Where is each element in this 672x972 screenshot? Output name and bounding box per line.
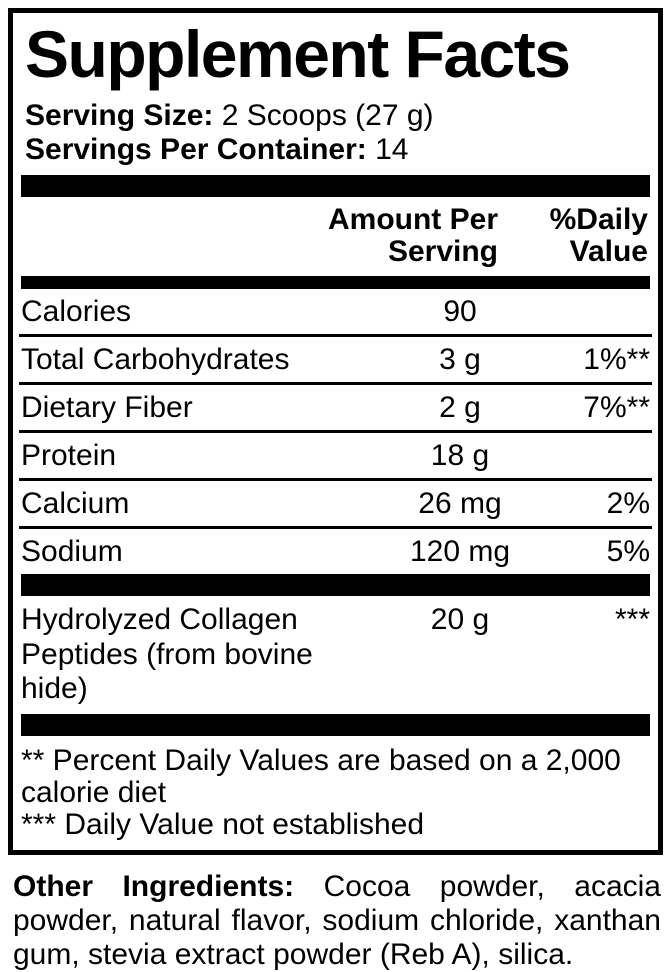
nutrient-amount: 3 g	[439, 343, 481, 377]
divider-bar-top	[21, 175, 650, 197]
nutrient-daily-value: 7%**	[583, 391, 650, 425]
nutrient-row-sodium	[19, 529, 652, 574]
nutrient-daily-value: ***	[614, 603, 650, 637]
amount-per-serving-header	[19, 204, 508, 267]
panel-title: Supplement Facts	[25, 17, 570, 91]
serving-size-value: 2 Scoops (27 g)	[213, 99, 434, 132]
nutrient-amount: 18 g	[430, 439, 490, 473]
nutrient-amount: 120 mg	[409, 535, 511, 569]
servings-per-container-label: Servings Per Container:	[25, 132, 367, 166]
supplement-label-page	[0, 8, 672, 972]
collagen-name-line2: Peptides (from bovine hide)	[21, 637, 313, 706]
nutrient-row-calories	[19, 289, 652, 337]
divider-bar-above-collagen	[21, 574, 650, 596]
footnote-daily-value-not-established: *** Daily Value not established	[21, 808, 425, 842]
nutrient-amount: 26 mg	[418, 487, 502, 521]
collagen-name-line1: Hydrolyzed Collagen	[21, 603, 298, 637]
other-ingredients-text: Cocoa powder, acacia powder, natural flavor, sodium chloride, xanthan gum, stevia extract powder (Reb A), silica.	[13, 869, 661, 971]
amount-header-line2: Serving	[387, 234, 498, 268]
serving-size-line	[25, 99, 646, 133]
other-ingredients-label: Other Ingredients:	[13, 869, 295, 903]
footnote-percent-daily-values: ** Percent Daily Values are based on a 2,000 calorie diet	[21, 743, 621, 810]
column-headers-row	[19, 197, 652, 276]
divider-bar-above-footnotes	[21, 714, 650, 736]
supplement-facts-panel	[8, 8, 663, 855]
amount-header-line1: Amount Per	[327, 203, 498, 237]
servings-per-container-line	[25, 133, 646, 167]
nutrient-name: Sodium	[21, 535, 123, 569]
nutrient-name: Calcium	[21, 487, 130, 521]
nutrient-row-hydrolyzed-collagen	[19, 596, 652, 714]
nutrient-name	[21, 603, 375, 707]
dv-header-line1: %Daily	[549, 203, 648, 237]
servings-per-container-value: 14	[366, 132, 409, 166]
nutrient-name: Protein	[21, 439, 117, 473]
nutrient-amount: 90	[443, 295, 477, 329]
dv-header-line2: Value	[569, 234, 648, 268]
nutrient-daily-value: 2%	[606, 487, 650, 521]
divider-bar-under-headers	[21, 276, 650, 289]
percent-daily-value-header	[508, 204, 652, 267]
nutrient-amount: 2 g	[439, 391, 481, 425]
nutrient-row-dietary-fiber	[19, 385, 652, 433]
nutrient-name: Dietary Fiber	[21, 391, 193, 425]
serving-size-label: Serving Size:	[25, 99, 214, 132]
nutrient-name: Calories	[21, 295, 132, 329]
nutrient-row-protein	[19, 433, 652, 481]
nutrient-name: Total Carbohydrates	[21, 343, 290, 377]
nutrient-row-total-carbohydrates	[19, 337, 652, 385]
nutrient-daily-value: 1%**	[583, 343, 650, 377]
footnotes-section	[21, 745, 650, 842]
nutrient-daily-value: 5%	[606, 535, 650, 569]
nutrient-amount: 20 g	[430, 603, 490, 637]
nutrient-row-calcium	[19, 481, 652, 529]
